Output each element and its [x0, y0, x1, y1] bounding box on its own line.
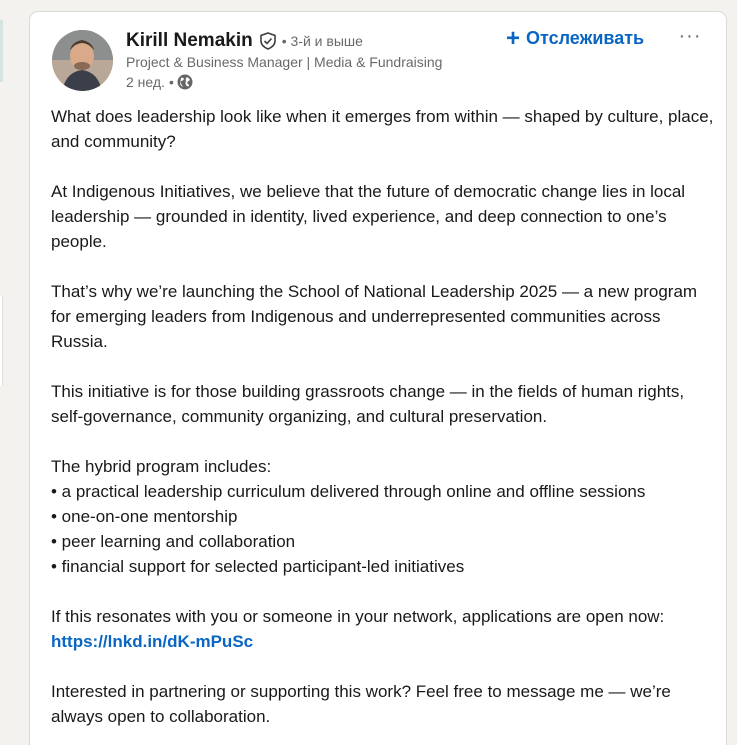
author-name-row	[126, 30, 363, 52]
post-paragraph: Interested in partnering or supporting this work? Feel free to message me — we’re always open to collaboration.	[51, 682, 671, 726]
post-body	[51, 104, 716, 745]
left-edge-panel	[0, 296, 3, 386]
post-paragraph: This initiative is for those building grassroots change — in the fields of human rights, self-governance, community organizing, and cultural preservation.	[51, 382, 685, 426]
post-paragraph: At Indigenous Initiatives, we believe that the future of democratic change lies in local leadership — grounded in identity, lived experience, and deep connection to one’s people.	[51, 182, 686, 251]
plus-icon: +	[506, 24, 521, 52]
list-item: • financial support for selected participant-led initiatives	[51, 557, 465, 576]
post-time: 2 нед.	[126, 74, 165, 90]
more-horizontal-icon[interactable]: ···	[678, 25, 702, 47]
list-item: • peer learning and collaboration	[51, 532, 296, 551]
list-item: • a practical leadership curriculum delivered through online and offline sessions	[51, 482, 646, 501]
connection-degree: • 3-й и выше	[281, 33, 363, 49]
program-list	[51, 454, 716, 579]
avatar-photo-icon	[52, 30, 113, 91]
post-meta	[126, 74, 193, 90]
post-paragraph: What does leadership look like when it emerges from within — shaped by culture, place, and community?	[51, 107, 714, 151]
left-edge-segment	[0, 20, 3, 82]
follow-button[interactable]	[506, 24, 645, 52]
program-intro: The hybrid program includes:	[51, 457, 272, 476]
author-name[interactable]: Kirill Nemakin	[126, 30, 253, 51]
list-item: • one-on-one mentorship	[51, 507, 238, 526]
globe-icon	[177, 74, 193, 90]
left-edge-strip	[0, 0, 3, 745]
feed-post-card	[30, 12, 726, 745]
verified-shield-icon	[259, 32, 277, 50]
meta-separator: •	[168, 74, 174, 90]
author-headline: Project & Business Manager | Media & Fundraising	[126, 54, 443, 70]
post-paragraph: That’s why we’re launching the School of National Leadership 2025 — a new program for emerging leaders from Indigenous and underrepresented communities across Russia.	[51, 282, 698, 351]
apply-text: If this resonates with you or someone in your network, applications are open now:	[51, 607, 665, 626]
application-link[interactable]: https://lnkd.in/dK-mPuSc	[51, 632, 254, 651]
avatar[interactable]	[52, 30, 113, 91]
apply-paragraph	[51, 604, 716, 654]
post-header	[30, 12, 726, 102]
follow-label: Отслеживать	[526, 28, 645, 48]
